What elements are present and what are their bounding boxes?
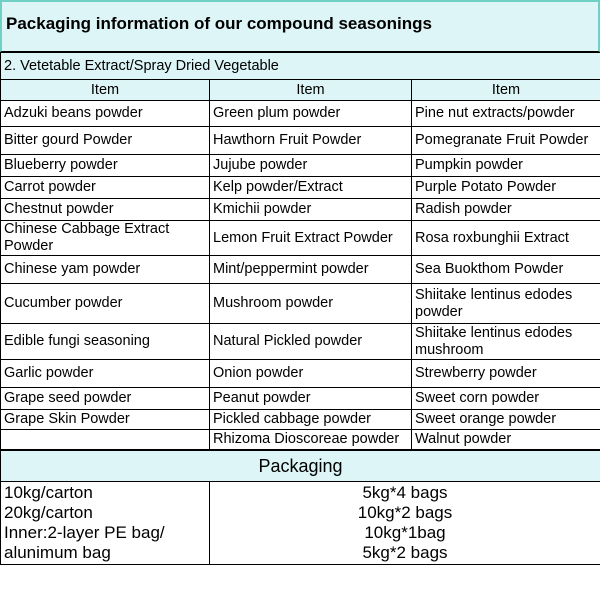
table-cell: Radish powder [412, 199, 600, 221]
table-cell: Kmichii powder [210, 199, 412, 221]
column-header: Item [412, 80, 600, 101]
section-title-row [1, 53, 600, 80]
table-row [1, 284, 600, 324]
column-header: Item [1, 80, 210, 101]
table-cell: Shiitake lentinus edodes powder [412, 284, 600, 324]
table-row [1, 127, 600, 155]
table-cell: Natural Pickled powder [210, 324, 412, 360]
table-cell: Onion powder [210, 360, 412, 388]
header-row [1, 80, 600, 101]
packaging-title: Packaging [1, 451, 600, 482]
table-cell: Jujube powder [210, 155, 412, 177]
table-cell: Walnut powder [412, 430, 600, 450]
table-cell: Hawthorn Fruit Powder [210, 127, 412, 155]
table-cell: Purple Potato Powder [412, 177, 600, 199]
table-row [1, 155, 600, 177]
table-cell: Kelp powder/Extract [210, 177, 412, 199]
packaging-right-line: 5kg*4 bags [362, 483, 448, 502]
table-cell: Green plum powder [210, 101, 412, 127]
table-cell: Cucumber powder [1, 284, 210, 324]
table-cell: Pumpkin powder [412, 155, 600, 177]
table-row [1, 388, 600, 410]
packaging-left-line: 10kg/carton [4, 483, 93, 502]
page-title: Packaging information of our compound seasonings [0, 0, 600, 52]
table-cell: Chinese Cabbage Extract Powder [1, 221, 210, 256]
table-cell: Lemon Fruit Extract Powder [210, 221, 412, 256]
packaging-right [210, 482, 600, 565]
table-cell: Sea Buokthom Powder [412, 256, 600, 284]
table-cell: Bitter gourd Powder [1, 127, 210, 155]
table-row [1, 177, 600, 199]
table-cell: Adzuki beans powder [1, 101, 210, 127]
table-cell: Pickled cabbage powder [210, 410, 412, 430]
table-row [1, 324, 600, 360]
table-row [1, 256, 600, 284]
table-cell: Shiitake lentinus edodes mushroom [412, 324, 600, 360]
packaging-left [1, 482, 210, 565]
packaging-right-line: 10kg*1bag [364, 523, 446, 542]
table-cell: Peanut powder [210, 388, 412, 410]
packaging-left-line: 20kg/carton [4, 503, 93, 522]
table-cell: Rhizoma Dioscoreae powder [210, 430, 412, 450]
table-row [1, 199, 600, 221]
table-cell: Strewberry powder [412, 360, 600, 388]
table-cell: Carrot powder [1, 177, 210, 199]
table-cell: Blueberry powder [1, 155, 210, 177]
table-row [1, 430, 600, 450]
table-row [1, 221, 600, 256]
table-cell: Rosa roxbunghii Extract [412, 221, 600, 256]
packaging-row [1, 482, 600, 565]
packaging-title-row [1, 451, 600, 482]
packaging-right-line: 10kg*2 bags [357, 503, 453, 522]
table-cell: Mushroom powder [210, 284, 412, 324]
table-row [1, 360, 600, 388]
table-cell: Grape Skin Powder [1, 410, 210, 430]
table-cell: Chestnut powder [1, 199, 210, 221]
table-cell: Mint/peppermint powder [210, 256, 412, 284]
table-cell: Chinese yam powder [1, 256, 210, 284]
table-cell: Sweet orange powder [412, 410, 600, 430]
table-cell: Sweet corn powder [412, 388, 600, 410]
table-row [1, 410, 600, 430]
section-title: 2. Vetetable Extract/Spray Dried Vegetable [1, 53, 600, 80]
column-header: Item [210, 80, 412, 101]
table-cell: Pine nut extracts/powder [412, 101, 600, 127]
table-cell: Pomegranate Fruit Powder [412, 127, 600, 155]
table-row [1, 101, 600, 127]
items-table [0, 52, 600, 450]
packaging-left-line: alunimum bag [4, 543, 111, 562]
packaging-right-line: 5kg*2 bags [362, 543, 448, 562]
table-cell: Grape seed powder [1, 388, 210, 410]
table-cell [1, 430, 210, 450]
table-cell: Edible fungi seasoning [1, 324, 210, 360]
packaging-left-line: Inner:2-layer PE bag/ [4, 523, 165, 542]
packaging-table [0, 450, 600, 565]
table-cell: Garlic powder [1, 360, 210, 388]
